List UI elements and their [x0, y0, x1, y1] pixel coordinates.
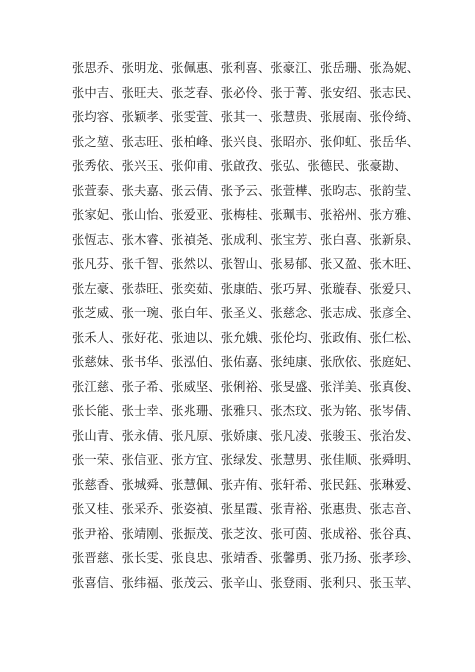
name-list — [72, 56, 420, 595]
name-line: 张中吉、张旺夫、张芝春、张必伶、张于菁、张安绍、张志民、 — [72, 85, 420, 100]
name-line: 张一荣、张信亚、张方宜、张绿发、张慧男、张佳顺、张舜明、 — [72, 453, 420, 467]
name-line: 张家妃、张山怡、张爱亚、张梅桂、张珮韦、张裕州、张方雅、 — [72, 208, 420, 222]
name-line: 张萱泰、张夫嘉、张云倩、张予云、张萱樺、张昀志、张韵莹、 — [72, 183, 420, 198]
name-line: 张均容、张颖孝、张雯萱、张其一、张慧贵、张展南、张伶绮、 — [72, 110, 420, 124]
name-line: 张左豪、张恭旺、张奕茹、张康皓、张巧昇、张璇春、张爱只、 — [72, 281, 420, 296]
name-line: 张禾人、张好花、张迪以、张允娥、张伦均、张政侑、张仁松、 — [72, 330, 420, 345]
name-line: 张恆志、张木睿、张禎尧、张成利、张宝芳、张白喜、张新泉、 — [72, 232, 420, 247]
name-line: 张凡芬、张千智、张然以、张智山、张易郁、张又盈、张木旺、 — [72, 257, 420, 271]
name-line: 张秀依、张兴玉、张仰甫、张啟孜、张弘、张德民、张豪勘、 — [72, 159, 407, 173]
name-line: 张又桂、张采乔、张姿禎、张星霞、张青裕、张惠贵、张志音、 — [72, 502, 420, 516]
name-line: 张之堃、张志旺、张柏峰、张兴良、张昭亦、张仰虹、张岳华、 — [72, 134, 420, 149]
name-line: 张山青、张永倩、张凡原、张娇康、张凡凌、张骏玉、张治发、 — [72, 428, 420, 443]
name-line: 张思乔、张明龙、张佩惠、张利喜、张豪江、张岳珊、张為妮、 — [72, 61, 420, 75]
name-line: 张慈香、张城舜、张慧佩、张卉侑、张轩希、张民鈺、张琳爱、 — [72, 477, 420, 492]
name-line: 张晋慈、张长雯、张良忠、张靖香、张馨勇、张乃扬、张孝珍、 — [72, 551, 420, 565]
name-line: 张江慈、张子希、张威坚、张俐裕、张旻盛、张洋美、张真俊、 — [72, 379, 420, 394]
name-line: 张尹裕、张靖刚、张振茂、张芝汝、张可茵、张成裕、张谷真、 — [72, 526, 420, 541]
name-line: 张喜信、张纬福、张茂云、张辛山、张登雨、张利只、张玉苹、 — [72, 575, 420, 590]
name-line: 张芝威、张一琬、张白年、张圣义、张慈念、张志成、张彦全、 — [72, 306, 420, 320]
name-line: 张慈妹、张书华、张泓伯、张佑嘉、张纯康、张欣依、张庭妃、 — [72, 355, 420, 369]
name-line: 张长能、张士幸、张兆珊、张雅只、张杰玟、张为铭、张岑倩、 — [72, 404, 420, 418]
